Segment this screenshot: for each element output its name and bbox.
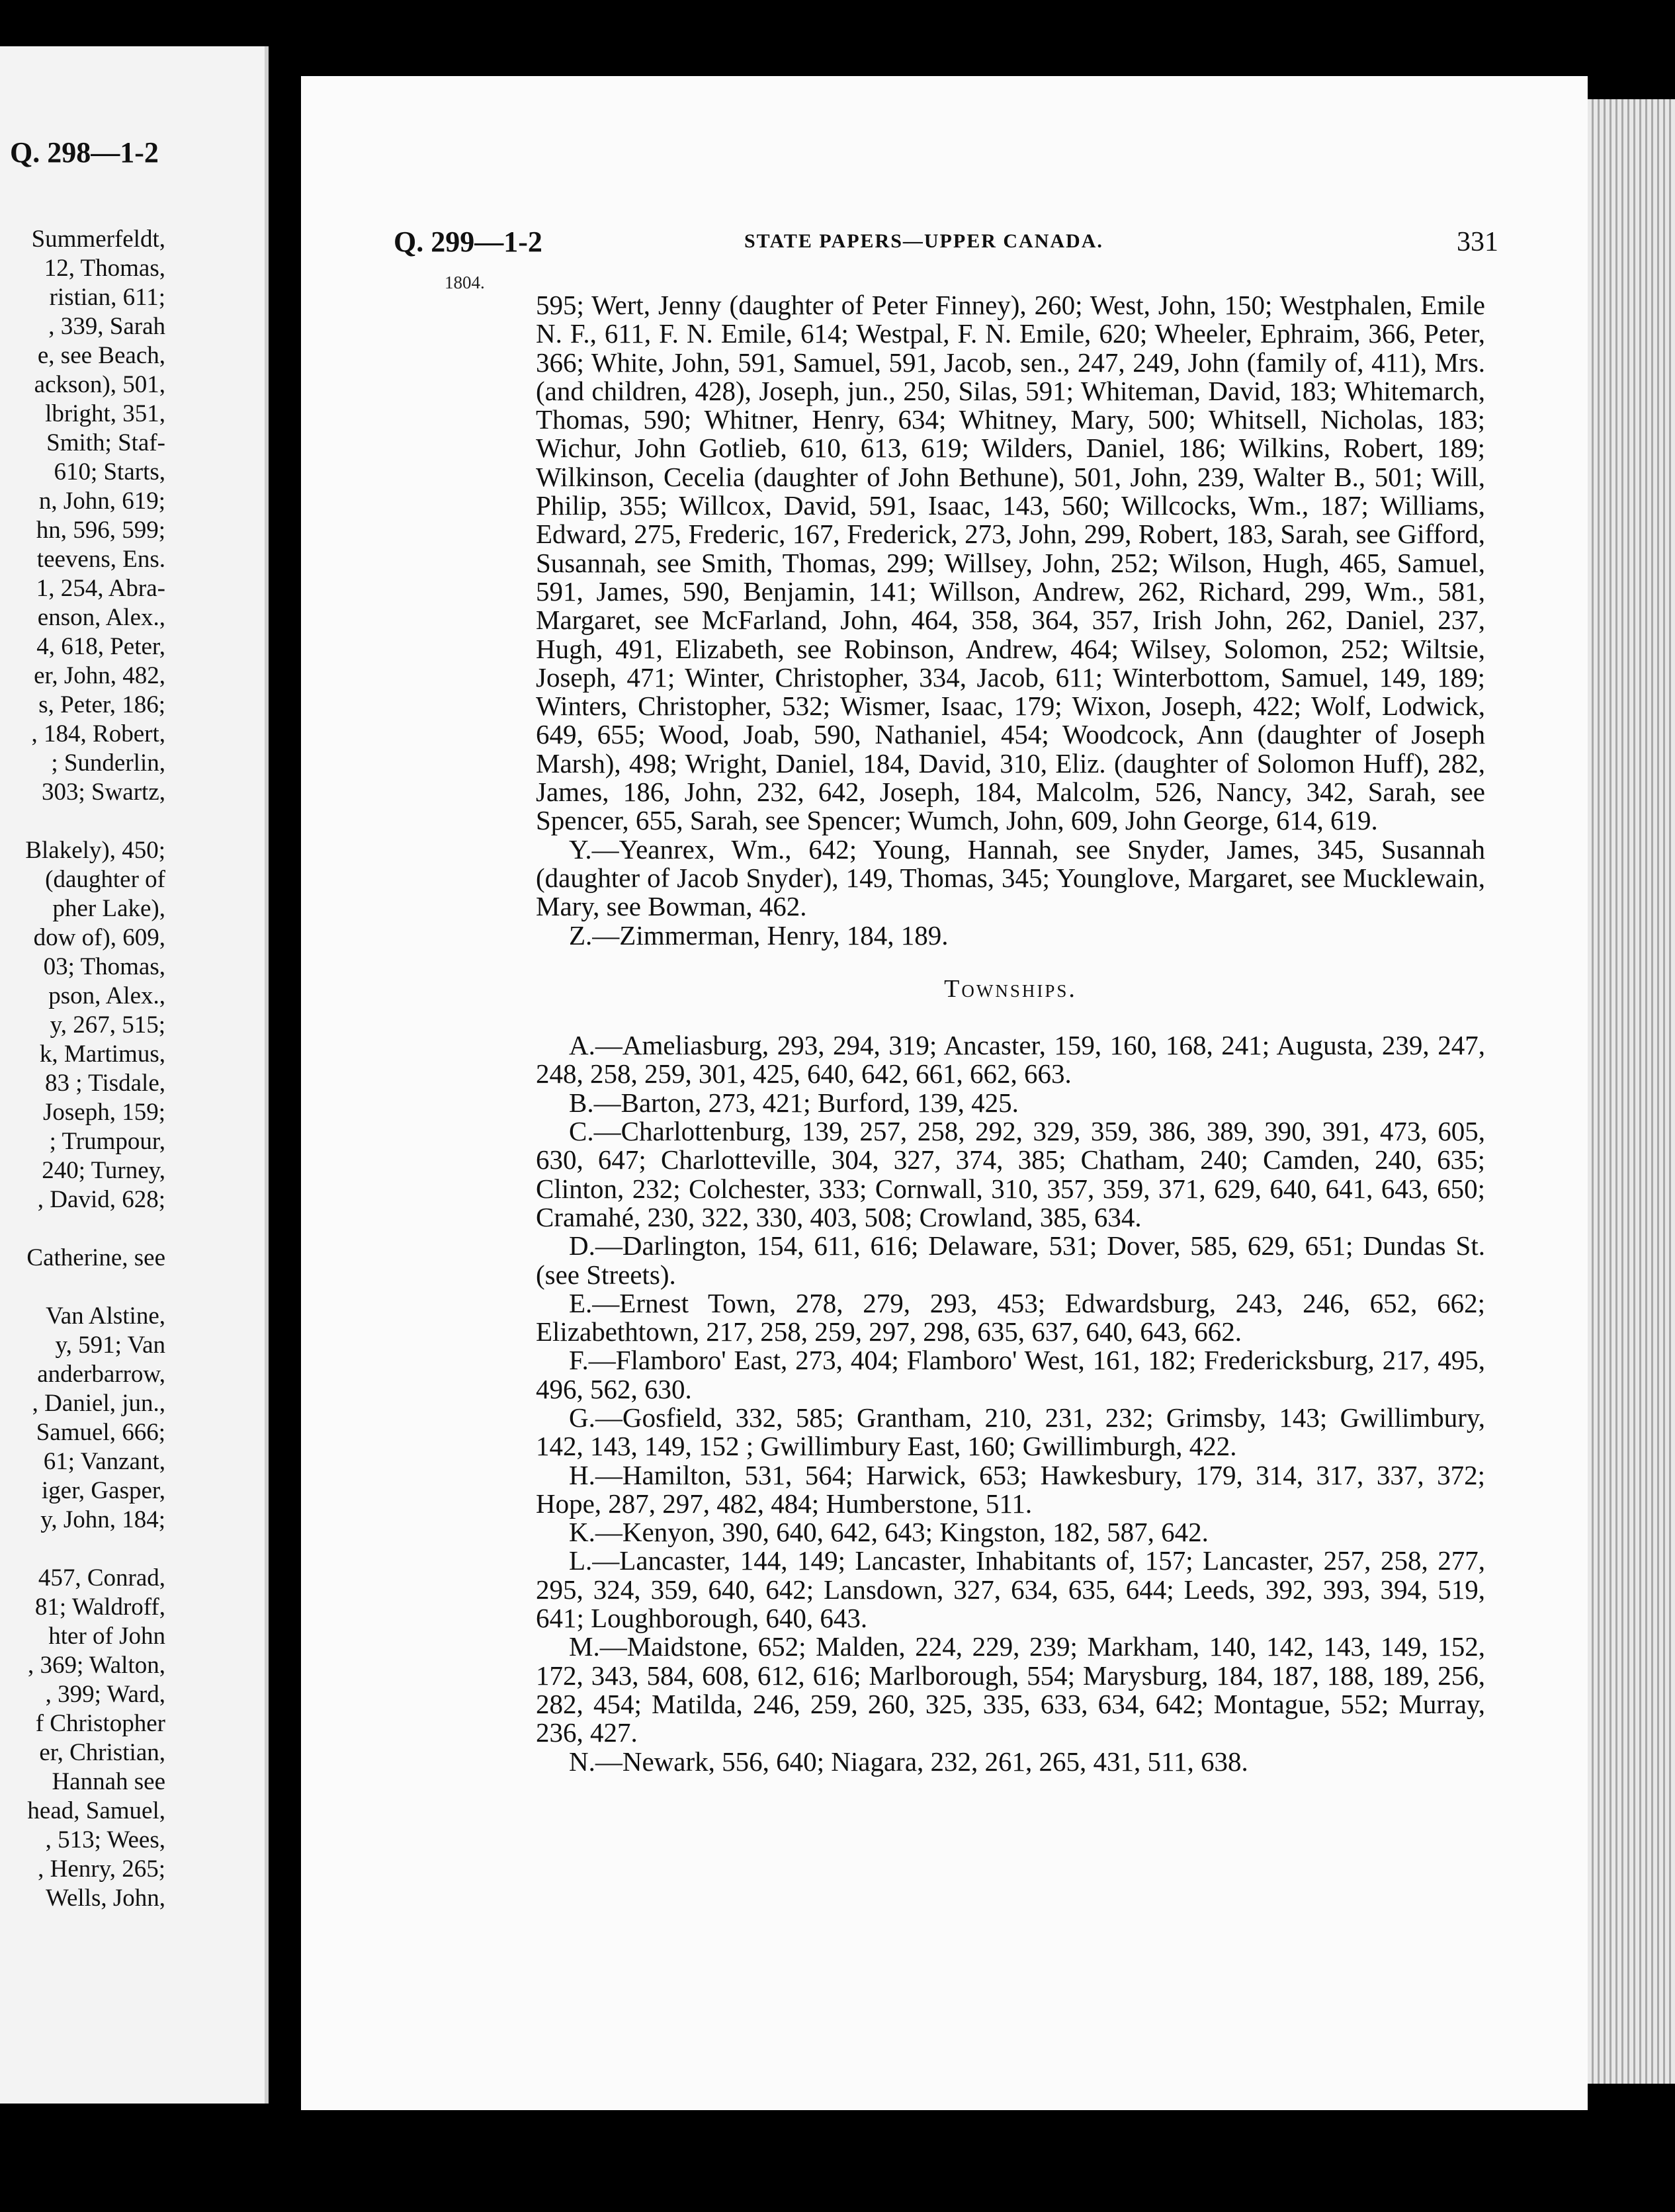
previous-page-text <box>0 225 165 1913</box>
previous-page-line: y, 267, 515; <box>50 1011 165 1039</box>
previous-page-line: pson, Alex., <box>48 982 165 1009</box>
previous-page-line: Van Alstine, <box>46 1302 165 1330</box>
previous-page-line <box>0 1535 165 1564</box>
previous-page-line: , 369; Walton, <box>27 1652 165 1679</box>
previous-page-line: k, Martimus, <box>39 1041 165 1068</box>
page-stack-edge <box>1588 99 1675 2084</box>
township-entry: M.—Maidstone, 652; Malden, 224, 229, 239; Markham, 140, 142, 143, 149, 152, 172, 343, 584, 608, 612, 616; Marlborough, 554; Marysburg, 184, 187, 188, 189, 256, 282, 454; Matilda, 246, 259, 260, 325, 335, 633, 634, 642; Montague, 552; Murray, 236, 427. <box>536 1631 1485 1748</box>
section-heading-townships: Townships. <box>944 974 1077 1003</box>
previous-page-line: anderbarrow, <box>37 1361 165 1388</box>
previous-page-line: 4, 618, Peter, <box>36 633 165 660</box>
previous-page-header: Q. 298—1-2 <box>10 136 159 169</box>
previous-page-line: y, 591; Van <box>55 1332 165 1359</box>
previous-page-line <box>0 1214 165 1244</box>
previous-page-line: hter of John <box>48 1623 165 1650</box>
previous-page-line: er, Christian, <box>39 1739 165 1766</box>
previous-page-line: 1, 254, Abra- <box>36 575 165 602</box>
previous-page-line: 12, Thomas, <box>44 255 165 282</box>
township-entry: G.—Gosfield, 332, 585; Grantham, 210, 231, 232; Grimsby, 143; Gwillimbury, 142, 143, 149, 152 ; Gwillimbury East, 160; Gwillimburgh, 422. <box>536 1402 1485 1462</box>
previous-page-line <box>0 807 165 836</box>
township-entry: A.—Ameliasburg, 293, 294, 319; Ancaster, 159, 160, 168, 241; Augusta, 239, 247, 248, 258, 259, 301, 425, 640, 642, 661, 662, 663. <box>536 1030 1485 1089</box>
previous-page-line: n, John, 619; <box>38 488 165 515</box>
township-entry: N.—Newark, 556, 640; Niagara, 232, 261, 265, 431, 511, 638. <box>569 1746 1248 1777</box>
volume-reference: Q. 299—1-2 <box>394 226 542 258</box>
previous-page-line: , David, 628; <box>37 1186 165 1213</box>
previous-page-line: ; Trumpour, <box>49 1128 165 1155</box>
previous-page-line: pher Lake), <box>52 895 165 922</box>
township-entry: B.—Barton, 273, 421; Burford, 139, 425. <box>569 1087 1019 1118</box>
index-paragraph: 595; Wert, Jenny (daughter of Peter Finney), 260; West, John, 150; Westphalen, Emile N. F., 611, F. N. Emile, 614; Westpal, F. N. Emile, 620; Wheeler, Ephraim, 366, Peter, 366; White, John, 591, Samuel, 591, Jacob, sen., 247, 249, John (family of, 411), Mrs. (and children, 428), Joseph, jun., 250, Silas, 591; Whiteman, David, 183; Whitemarch, Thomas, 590; Whitner, Henry, 634; Whitney, Mary, 500; Whitsell, Nicholas, 183; Wichur, John Gotlieb, 610, 613, 619; Wilders, Daniel, 186; Wilkins, Robert, 189; Wilkinson, Cecelia (daughter of John Bethune), 501, John, 239, Walter B., 501; Will, Philip, 355; Willcox, David, 591, Isaac, 143, 560; Willcocks, Wm., 187; Williams, Edward, 275, Frederic, 167, Frederick, 273, John, 299, Robert, 183, Sarah, see Gifford, Susannah, see Smith, Thomas, 299; Willsey, John, 252; Wilson, Hugh, 465, Samuel, 591, James, 590, Benjamin, 141; Willson, Andrew, 262, Richard, 299, Wm., 581, Margaret, see McFarland, John, 464, 358, 364, 357, Irish John, 262, Daniel, 237, Hugh, 491, Elizabeth, see Robinson, Andrew, 464; Wilsey, Solomon, 252; Wiltsie, Joseph, 471; Winter, Christopher, 334, Jacob, 611; Winterbottom, Samuel, 149, 189; Winters, Christopher, 532; Wismer, Isaac, 179; Wixon, Joseph, 422; Wolf, Lodwick, 649, 655; Wood, Joab, 590, Nathaniel, 454; Woodcock, Ann (daughter of Joseph Marsh), 498; Wright, Daniel, 184, David, 310, Eliz. (daughter of Solomon Huff), 282, James, 186, John, 232, 642, Joseph, 184, Malcolm, 526, Nancy, 342, Sarah, see Spencer, 655, Sarah, see Spencer; Wumch, John, 609, John George, 614, 619. <box>536 290 1485 836</box>
previous-page-line: 61; Vanzant, <box>43 1448 165 1475</box>
previous-page-line: 457, Conrad, <box>38 1564 165 1592</box>
previous-page-line: Blakely), 450; <box>25 837 165 864</box>
previous-page-line: , 339, Sarah <box>48 313 165 340</box>
previous-page-line: 303; Swartz, <box>41 779 165 806</box>
previous-page-line: er, John, 482, <box>34 662 165 689</box>
previous-page-line: y, John, 184; <box>40 1506 165 1533</box>
township-entry: E.—Ernest Town, 278, 279, 293, 453; Edwardsburg, 243, 246, 652, 662; Elizabethtown, 217, 258, 259, 297, 298, 635, 637, 640, 643, 662. <box>536 1287 1485 1347</box>
previous-page-line: , Daniel, jun., <box>32 1390 165 1417</box>
previous-page-line: Hannah see <box>52 1768 165 1795</box>
previous-page-line: 81; Waldroff, <box>34 1594 165 1621</box>
previous-page-line: enson, Alex., <box>37 604 165 631</box>
township-entry: D.—Darlington, 154, 611, 616; Delaware, 531; Dover, 585, 629, 651; Dundas St. (see Streets). <box>536 1230 1485 1290</box>
township-entry: C.—Charlottenburg, 139, 257, 258, 292, 329, 359, 386, 389, 390, 391, 473, 605, 630, 647; Charlotteville, 304, 327, 374, 385; Chatham, 240; Camden, 240, 635; Clinton, 232; Colchester, 333; Cornwall, 310, 357, 359, 371, 629, 640, 641, 643, 650; Cramahé, 230, 322, 330, 403, 508; Crowland, 385, 634. <box>536 1116 1485 1232</box>
previous-page-line: , 513; Wees, <box>45 1826 165 1853</box>
previous-page-line: , Henry, 265; <box>38 1855 165 1883</box>
previous-page-line <box>0 1273 165 1302</box>
previous-page-line: hn, 596, 599; <box>36 517 165 544</box>
previous-page-line: 03; Thomas, <box>43 953 165 980</box>
previous-page-line: iger, Gasper, <box>41 1477 165 1504</box>
previous-page-line: Joseph, 159; <box>43 1099 165 1126</box>
page-title: STATE PAPERS—UPPER CANADA. <box>744 230 1103 252</box>
previous-page-line: Summerfeldt, <box>31 226 165 253</box>
previous-page-line: Smith; Staf- <box>46 429 165 456</box>
previous-page-line: 83 ; Tisdale, <box>45 1070 165 1097</box>
index-paragraph: Z.—Zimmerman, Henry, 184, 189. <box>569 919 949 951</box>
page-number: 331 <box>1457 227 1498 257</box>
previous-page-line: teevens, Ens. <box>36 546 165 573</box>
previous-page-line: 610; Starts, <box>54 458 165 486</box>
previous-page-line: Wells, John, <box>46 1885 165 1912</box>
previous-page-line: Catherine, see <box>26 1244 165 1271</box>
previous-page-line: dow of), 609, <box>33 924 165 951</box>
running-header <box>394 225 1498 265</box>
previous-page-line: e, see Beach, <box>37 342 165 369</box>
previous-page-line: , 399; Ward, <box>45 1681 165 1708</box>
previous-page-line: s, Peter, 186; <box>38 691 165 718</box>
previous-page-line: f Christopher <box>35 1710 165 1737</box>
margin-year: 1804. <box>445 273 485 292</box>
township-entry: K.—Kenyon, 390, 640, 642, 643; Kingston, 182, 587, 642. <box>569 1517 1209 1548</box>
township-entry: F.—Flamboro' East, 273, 404; Flamboro' West, 161, 182; Fredericksburg, 217, 495, 496, 562, 630. <box>536 1345 1485 1404</box>
previous-page-line: , 184, Robert, <box>31 720 165 747</box>
index-paragraph: Y.—Yeanrex, Wm., 642; Young, Hannah, see Snyder, James, 345, Susannah (daughter of Jacob Snyder), 149, Thomas, 345; Younglove, Margaret, see Mucklewain, Mary, see Bowman, 462. <box>536 833 1485 922</box>
previous-page-line: ristian, 611; <box>49 284 165 311</box>
township-entry: H.—Hamilton, 531, 564; Harwick, 653; Hawkesbury, 179, 314, 317, 337, 372; Hope, 287, 297, 482, 484; Humberstone, 511. <box>536 1459 1485 1519</box>
names-index <box>536 291 1485 1776</box>
previous-page-line: 240; Turney, <box>42 1157 165 1184</box>
previous-page-line: Samuel, 666; <box>36 1419 165 1446</box>
previous-page-line: head, Samuel, <box>27 1797 165 1824</box>
previous-page-line: lbright, 351, <box>45 400 165 427</box>
townships-index <box>536 1031 1485 1776</box>
previous-page-line: ackson), 501, <box>34 371 165 398</box>
previous-page-line: ; Sunderlin, <box>51 749 165 777</box>
township-entry: L.—Lancaster, 144, 149; Lancaster, Inhabitants of, 157; Lancaster, 257, 258, 277, 295, 324, 359, 640, 642; Lansdown, 327, 634, 635, 644; Leeds, 392, 393, 394, 519, 641; Loughborough, 640, 643. <box>536 1545 1485 1634</box>
previous-page-line: (daughter of <box>45 866 165 893</box>
